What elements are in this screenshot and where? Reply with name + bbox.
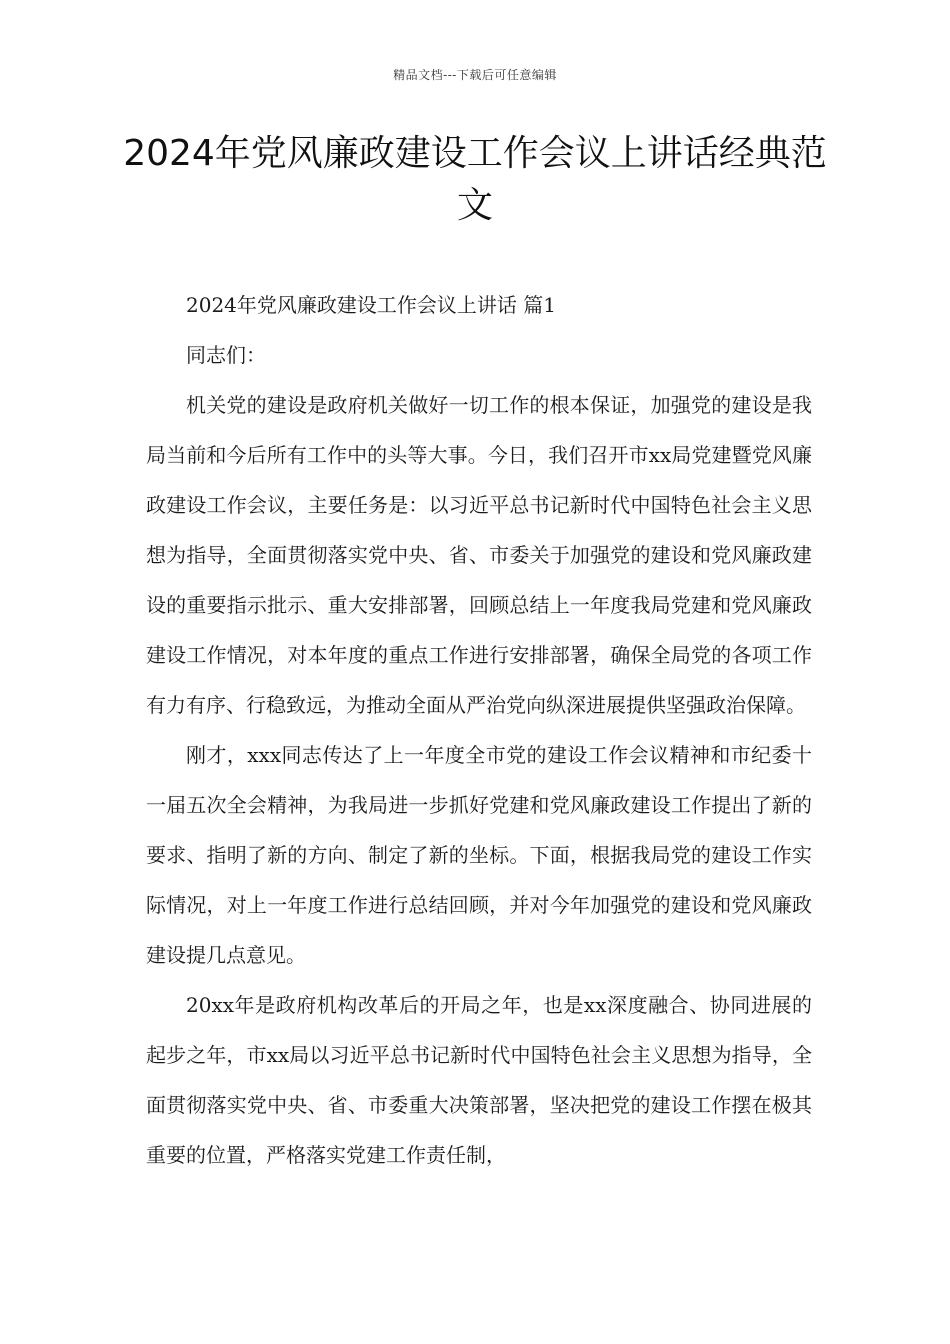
section-subtitle: 2024年党风廉政建设工作会议上讲话 篇1 bbox=[186, 293, 556, 317]
salutation: 同志们： bbox=[186, 343, 266, 367]
paragraph-1: 机关党的建设是政府机关做好一切工作的根本保证，加强党的建设是我局当前和今后所有工作中的头等大事。今日，我们召开市xx局党建暨党风廉政建设工作会议，主要任务是：以习近平总书记新时代中国特色社会主义思想为指导，全面贯彻落实党中央、省、市委关于加强党的建设和党风廉政建设的重要指示批示、重大安排部署，回顾总结上一年度我局党建和党风廉政建设工作情况，对本年度的重点工作进行安排部署，确保全局党的各项工作有力有序、行稳致远，为推动全面从严治党向纵深进展提供坚强政治保障。 bbox=[146, 393, 812, 717]
paragraph-2: 刚才，xxx同志传达了上一年度全市党的建设工作会议精神和市纪委十一届五次全会精神，为我局进一步抓好党建和党风廉政建设工作提出了新的要求、指明了新的方向、制定了新的坐标。下面，根据我局党的建设工作实际情况，对上一年度工作进行总结回顾，并对今年加强党的建设和党风廉政建设提几点意见。 bbox=[146, 743, 812, 967]
paragraph-3: 20xx年是政府机构改革后的开局之年，也是xx深度融合、协同进展的起步之年，市xx局以习近平总书记新时代中国特色社会主义思想为指导，全面贯彻落实党中央、省、市委重大决策部署，坚决把党的建设工作摆在极其重要的位置，严格落实党建工作责任制， bbox=[146, 993, 812, 1167]
document-body bbox=[146, 280, 812, 1180]
document-title: 2024年党风廉政建设工作会议上讲话经典范文 bbox=[123, 133, 827, 226]
header-note: 精品文档---下载后可任意编辑 bbox=[393, 68, 557, 82]
